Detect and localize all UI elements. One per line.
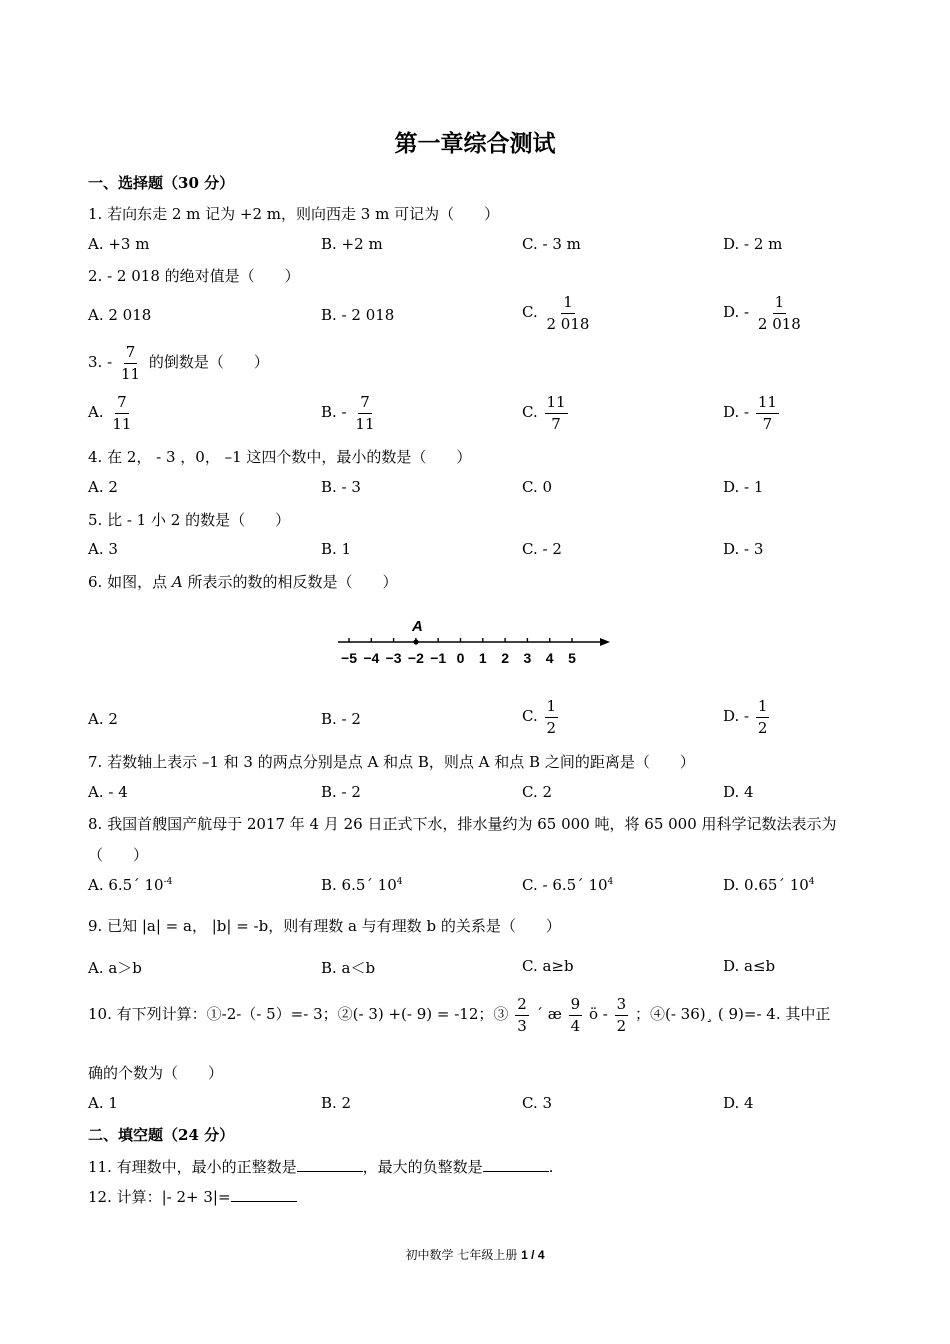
number-line-tick-label: −4 bbox=[363, 650, 380, 666]
question-7-stem: 7. 若数轴上表示 –1 和 3 的两点分别是点 A 和点 B，则点 A 和点 B 之间的距离是（ ） bbox=[88, 753, 695, 771]
question-11-stem: 11. 有理数中，最小的正整数是 ，最大的负整数是 . bbox=[88, 1158, 554, 1176]
q2-option-c: C. $\frac{1}{2 018}$ bbox=[522, 293, 590, 333]
q9-option-d: D. a≤b bbox=[723, 957, 776, 975]
q7-option-c: C. 2 bbox=[522, 783, 553, 801]
q4-option-c: C. 0 bbox=[522, 478, 553, 496]
question-10-stem: 10. 有下列计算：①-2-（- 5）=- 3；②(- 3) +(- 9) = -12；③ $\frac{2}{3}$ ´ æ $\frac{9}{4}$ ö - $\frac{3}{2}$ ；④(- 36)¸ ( 9)=- 4. 其中正 bbox=[88, 995, 831, 1035]
section-heading-choice: 一、选择题（30 分） bbox=[88, 174, 235, 192]
question-8-stem: 8. 我国首艘国产航母于 2017 年 4 月 26 日正式下水，排水量约为 65 000 吨，将 65 000 用科学记数法表示为 bbox=[88, 815, 837, 833]
number-line-tick-label: 1 bbox=[478, 650, 487, 666]
q3-option-c: C. $\frac{11}{7}$ bbox=[522, 393, 566, 433]
q8-option-c: C. - 6.5´ $10^4$ bbox=[522, 876, 614, 894]
q6-option-c: C. $\frac{1}{2}$ bbox=[522, 697, 557, 737]
q2-option-b: B. - 2 018 bbox=[321, 306, 395, 324]
question-8-stem-cont: （ ） bbox=[88, 846, 149, 864]
number-line-tick-label: 0 bbox=[456, 650, 465, 666]
point-a-dot bbox=[413, 639, 418, 644]
q7-option-a: A. - 4 bbox=[88, 783, 128, 801]
answer-blank-1[interactable] bbox=[297, 1159, 363, 1172]
q4-option-b: B. - 3 bbox=[321, 478, 361, 496]
q9-option-a: A. a＞b bbox=[88, 959, 142, 977]
question-12-stem: 12. 计算：|- 2+ 3|= bbox=[88, 1186, 297, 1207]
q7-option-b: B. - 2 bbox=[321, 783, 361, 801]
q4-option-d: D. - 1 bbox=[723, 478, 764, 496]
q1-option-c: C. - 3 m bbox=[522, 235, 581, 253]
question-3-stem: 3. - $\frac{7}{11}$ 的倒数是（ ） bbox=[88, 343, 269, 383]
q10-option-d: D. 4 bbox=[723, 1094, 754, 1112]
q1-option-a: A. +3 m bbox=[88, 235, 150, 253]
number-line-tick-label: −5 bbox=[341, 650, 357, 666]
question-10-stem-cont: 确的个数为（ ） bbox=[88, 1064, 224, 1082]
q5-option-c: C. - 2 bbox=[522, 540, 562, 558]
answer-blank-2[interactable] bbox=[483, 1159, 549, 1172]
question-6-stem: 6. 如图，点 A 所表示的数的相反数是（ ） bbox=[88, 573, 398, 591]
q3-option-d: D. - $\frac{11}{7}$ bbox=[723, 393, 777, 433]
q8-option-a: A. 6.5´ $10^{-4}$ bbox=[88, 876, 173, 894]
q10-option-b: B. 2 bbox=[321, 1094, 352, 1112]
q4-option-a: A. 2 bbox=[88, 478, 118, 496]
question-4-stem: 4. 在 2， - 3 ，0， –1 这四个数中，最小的数是（ ） bbox=[88, 448, 472, 466]
number-line-tick-label: 2 bbox=[501, 650, 509, 666]
question-5-stem: 5. 比 - 1 小 2 的数是（ ） bbox=[88, 511, 291, 529]
q10-option-c: C. 3 bbox=[522, 1094, 553, 1112]
q1-option-b: B. +2 m bbox=[321, 235, 383, 253]
section-heading-fill: 二、填空题（24 分） bbox=[88, 1126, 235, 1144]
number-line-arrow bbox=[600, 638, 610, 646]
q3-option-b: B. - $\frac{7}{11}$ bbox=[321, 393, 375, 433]
page-title: 第一章综合测试 bbox=[394, 130, 556, 157]
number-line-figure bbox=[330, 612, 620, 674]
q5-option-a: A. 3 bbox=[88, 540, 118, 558]
q10-option-a: A. 1 bbox=[88, 1094, 118, 1112]
number-line-tick-label: 5 bbox=[568, 650, 576, 666]
q2-option-d: D. - $\frac{1}{2 018}$ bbox=[723, 293, 801, 333]
q6-option-b: B. - 2 bbox=[321, 710, 361, 728]
number-line-tick-label: −2 bbox=[407, 650, 424, 666]
q5-option-b: B. 1 bbox=[321, 540, 352, 558]
number-line-tick-label: −3 bbox=[385, 650, 402, 666]
q9-option-c: C. a≥b bbox=[522, 957, 574, 975]
question-2-stem: 2. - 2 018 的绝对值是（ ） bbox=[88, 267, 300, 285]
q6-option-d: D. - $\frac{1}{2}$ bbox=[723, 697, 768, 737]
q2-option-a: A. 2 018 bbox=[88, 306, 152, 324]
q8-option-d: D. 0.65´ $10^4$ bbox=[723, 876, 815, 894]
answer-blank-3[interactable] bbox=[231, 1189, 297, 1202]
number-line-tick-label: 4 bbox=[545, 650, 554, 666]
number-line-tick-label: 3 bbox=[523, 650, 532, 666]
question-9-stem: 9. 已知 |a| = a， |b| = -b，则有理数 a 与有理数 b 的关系是（ ） bbox=[88, 917, 561, 935]
q8-option-b: B. 6.5´ $10^4$ bbox=[321, 876, 403, 894]
q5-option-d: D. - 3 bbox=[723, 540, 764, 558]
number-line-tick-label: −1 bbox=[430, 650, 447, 666]
q6-option-a: A. 2 bbox=[88, 710, 118, 728]
question-1-stem: 1. 若向东走 2 m 记为 +2 m，则向西走 3 m 可记为（ ） bbox=[88, 205, 500, 223]
q1-option-d: D. - 2 m bbox=[723, 235, 783, 253]
page-footer: 初中数学 七年级上册 1 / 4 bbox=[405, 1248, 545, 1262]
point-a-label: A bbox=[412, 618, 423, 635]
q9-option-b: B. a＜b bbox=[321, 959, 376, 977]
q3-option-a: A. $\frac{7}{11}$ bbox=[88, 393, 132, 433]
q7-option-d: D. 4 bbox=[723, 783, 754, 801]
